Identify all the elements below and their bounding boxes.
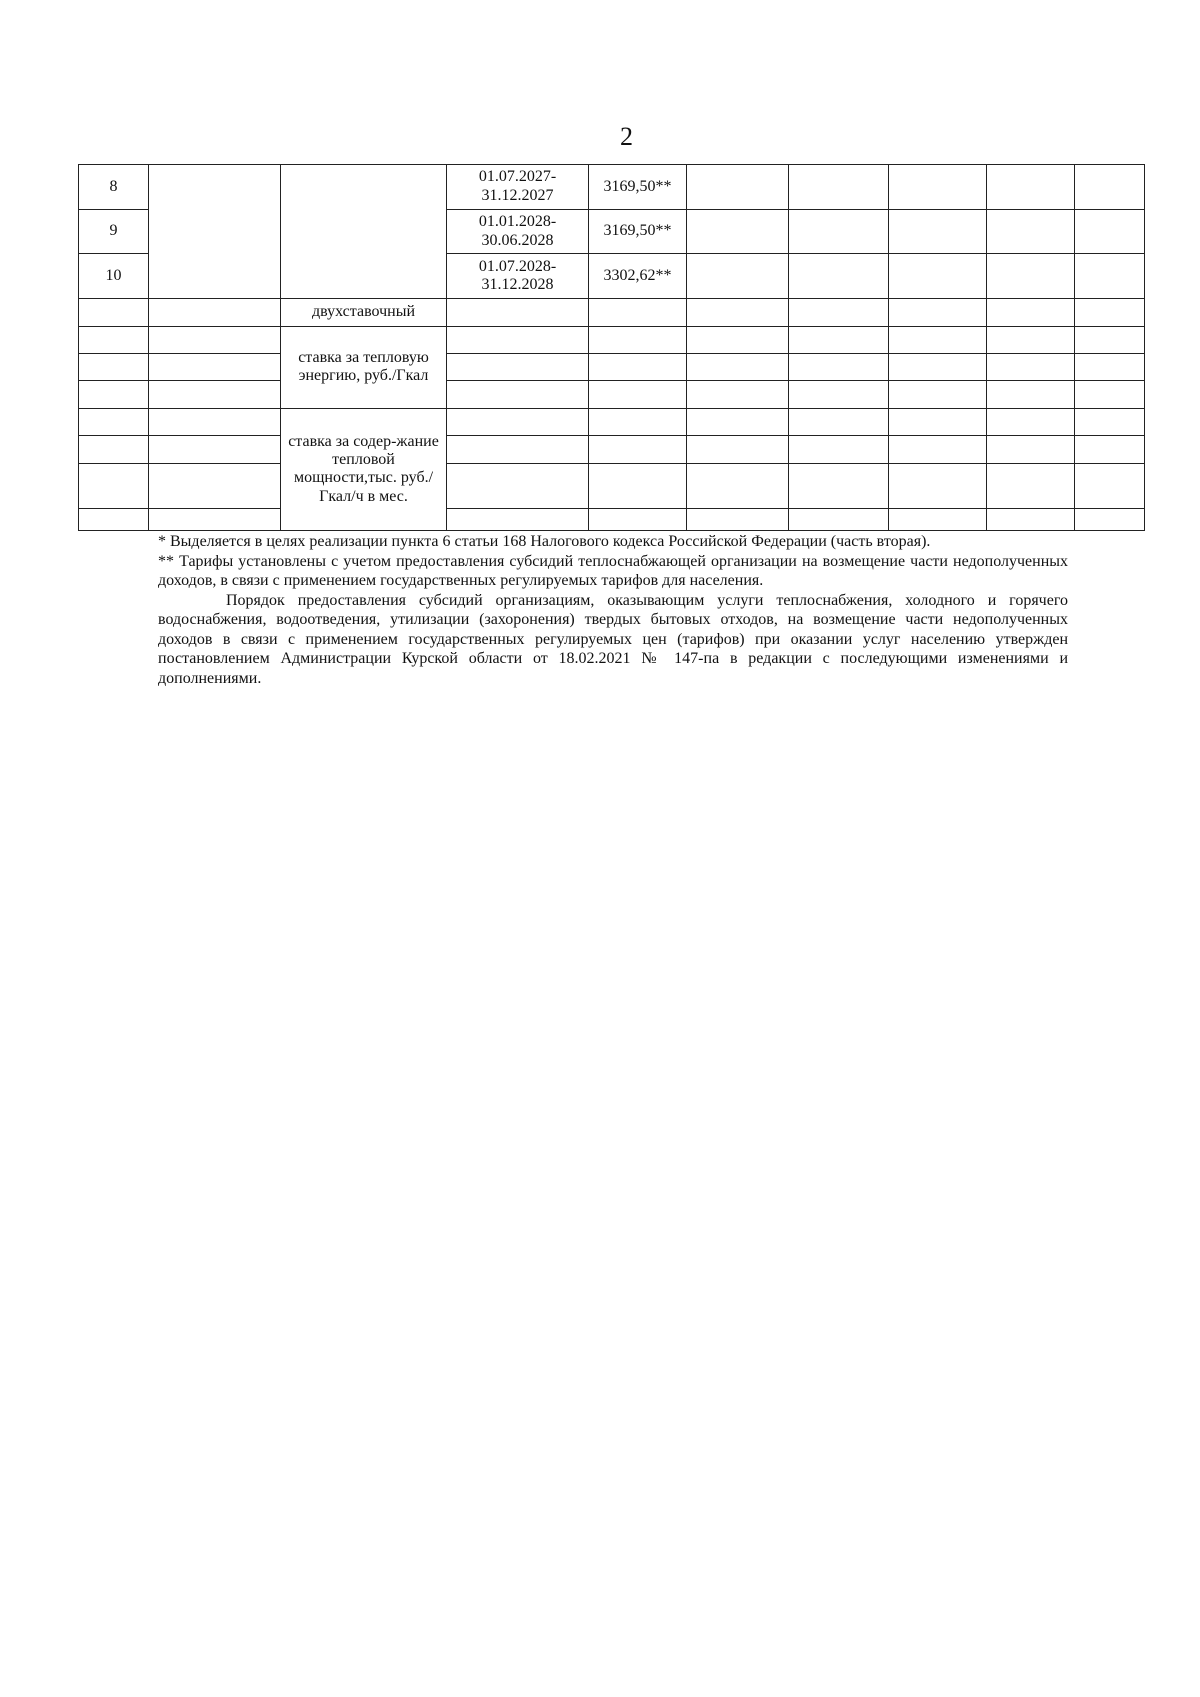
period-cell: 01.07.2028- 31.12.2028 — [447, 254, 589, 299]
period-cell: 01.01.2028- 30.06.2028 — [447, 209, 589, 254]
tariff-value-cell: 3169,50** — [589, 165, 687, 210]
table-row — [79, 326, 1145, 353]
row-number: 10 — [79, 254, 149, 299]
page-number: 2 — [620, 122, 633, 151]
table-row — [79, 463, 1145, 508]
table-row — [79, 408, 1145, 435]
period-cell: 01.07.2027- 31.12.2027 — [447, 165, 589, 210]
row-number: 9 — [79, 209, 149, 254]
energy-rate-label: ставка за тепловую энергию, руб./Гкал — [281, 326, 447, 408]
empty-cell — [281, 165, 447, 299]
empty-cell — [149, 165, 281, 299]
table-row — [79, 165, 1145, 210]
tariff-value-cell: 3302,62** — [589, 254, 687, 299]
tariff-value-cell: 3169,50** — [589, 209, 687, 254]
subsidy-procedure-paragraph: Порядок предоставления субсидий организациям, оказывающим услуги теплоснабжения, холодного и горячего водоснабжения, водоотведения, утилизации (захоронения) твердых бытовых отходов, на возмещение части недополученных доходов в связи с применением государственных регулируемых цен (тарифов) при оказании услуг населению утвержден постановлением Администрации Курской области от 18.02.2021 № 147-па в редакции с последующими изменениями и дополнениями. — [158, 591, 1068, 687]
footnote-vat: * Выделяется в целях реализации пункта 6 статьи 168 Налогового кодекса Российской Федерации (часть вторая). — [158, 533, 931, 550]
two-part-label: двухставочный — [281, 299, 447, 326]
capacity-rate-label: ставка за содер-жание тепловой мощности,тыс. руб./Гкал/ч в мес. — [281, 408, 447, 530]
table-row — [79, 436, 1145, 463]
table-row — [79, 508, 1145, 531]
table-row — [79, 354, 1145, 381]
table-row — [79, 299, 1145, 326]
footnote-subsidy: ** Тарифы установлены с учетом предоставления субсидий теплоснабжающей организации на возмещение части недополученных доходов, в связи с применением государственных регулируемых тарифов для населения. — [158, 552, 1068, 589]
tariff-table — [78, 164, 1145, 531]
table-row — [79, 381, 1145, 408]
row-number: 8 — [79, 165, 149, 210]
footnotes — [158, 532, 1068, 688]
